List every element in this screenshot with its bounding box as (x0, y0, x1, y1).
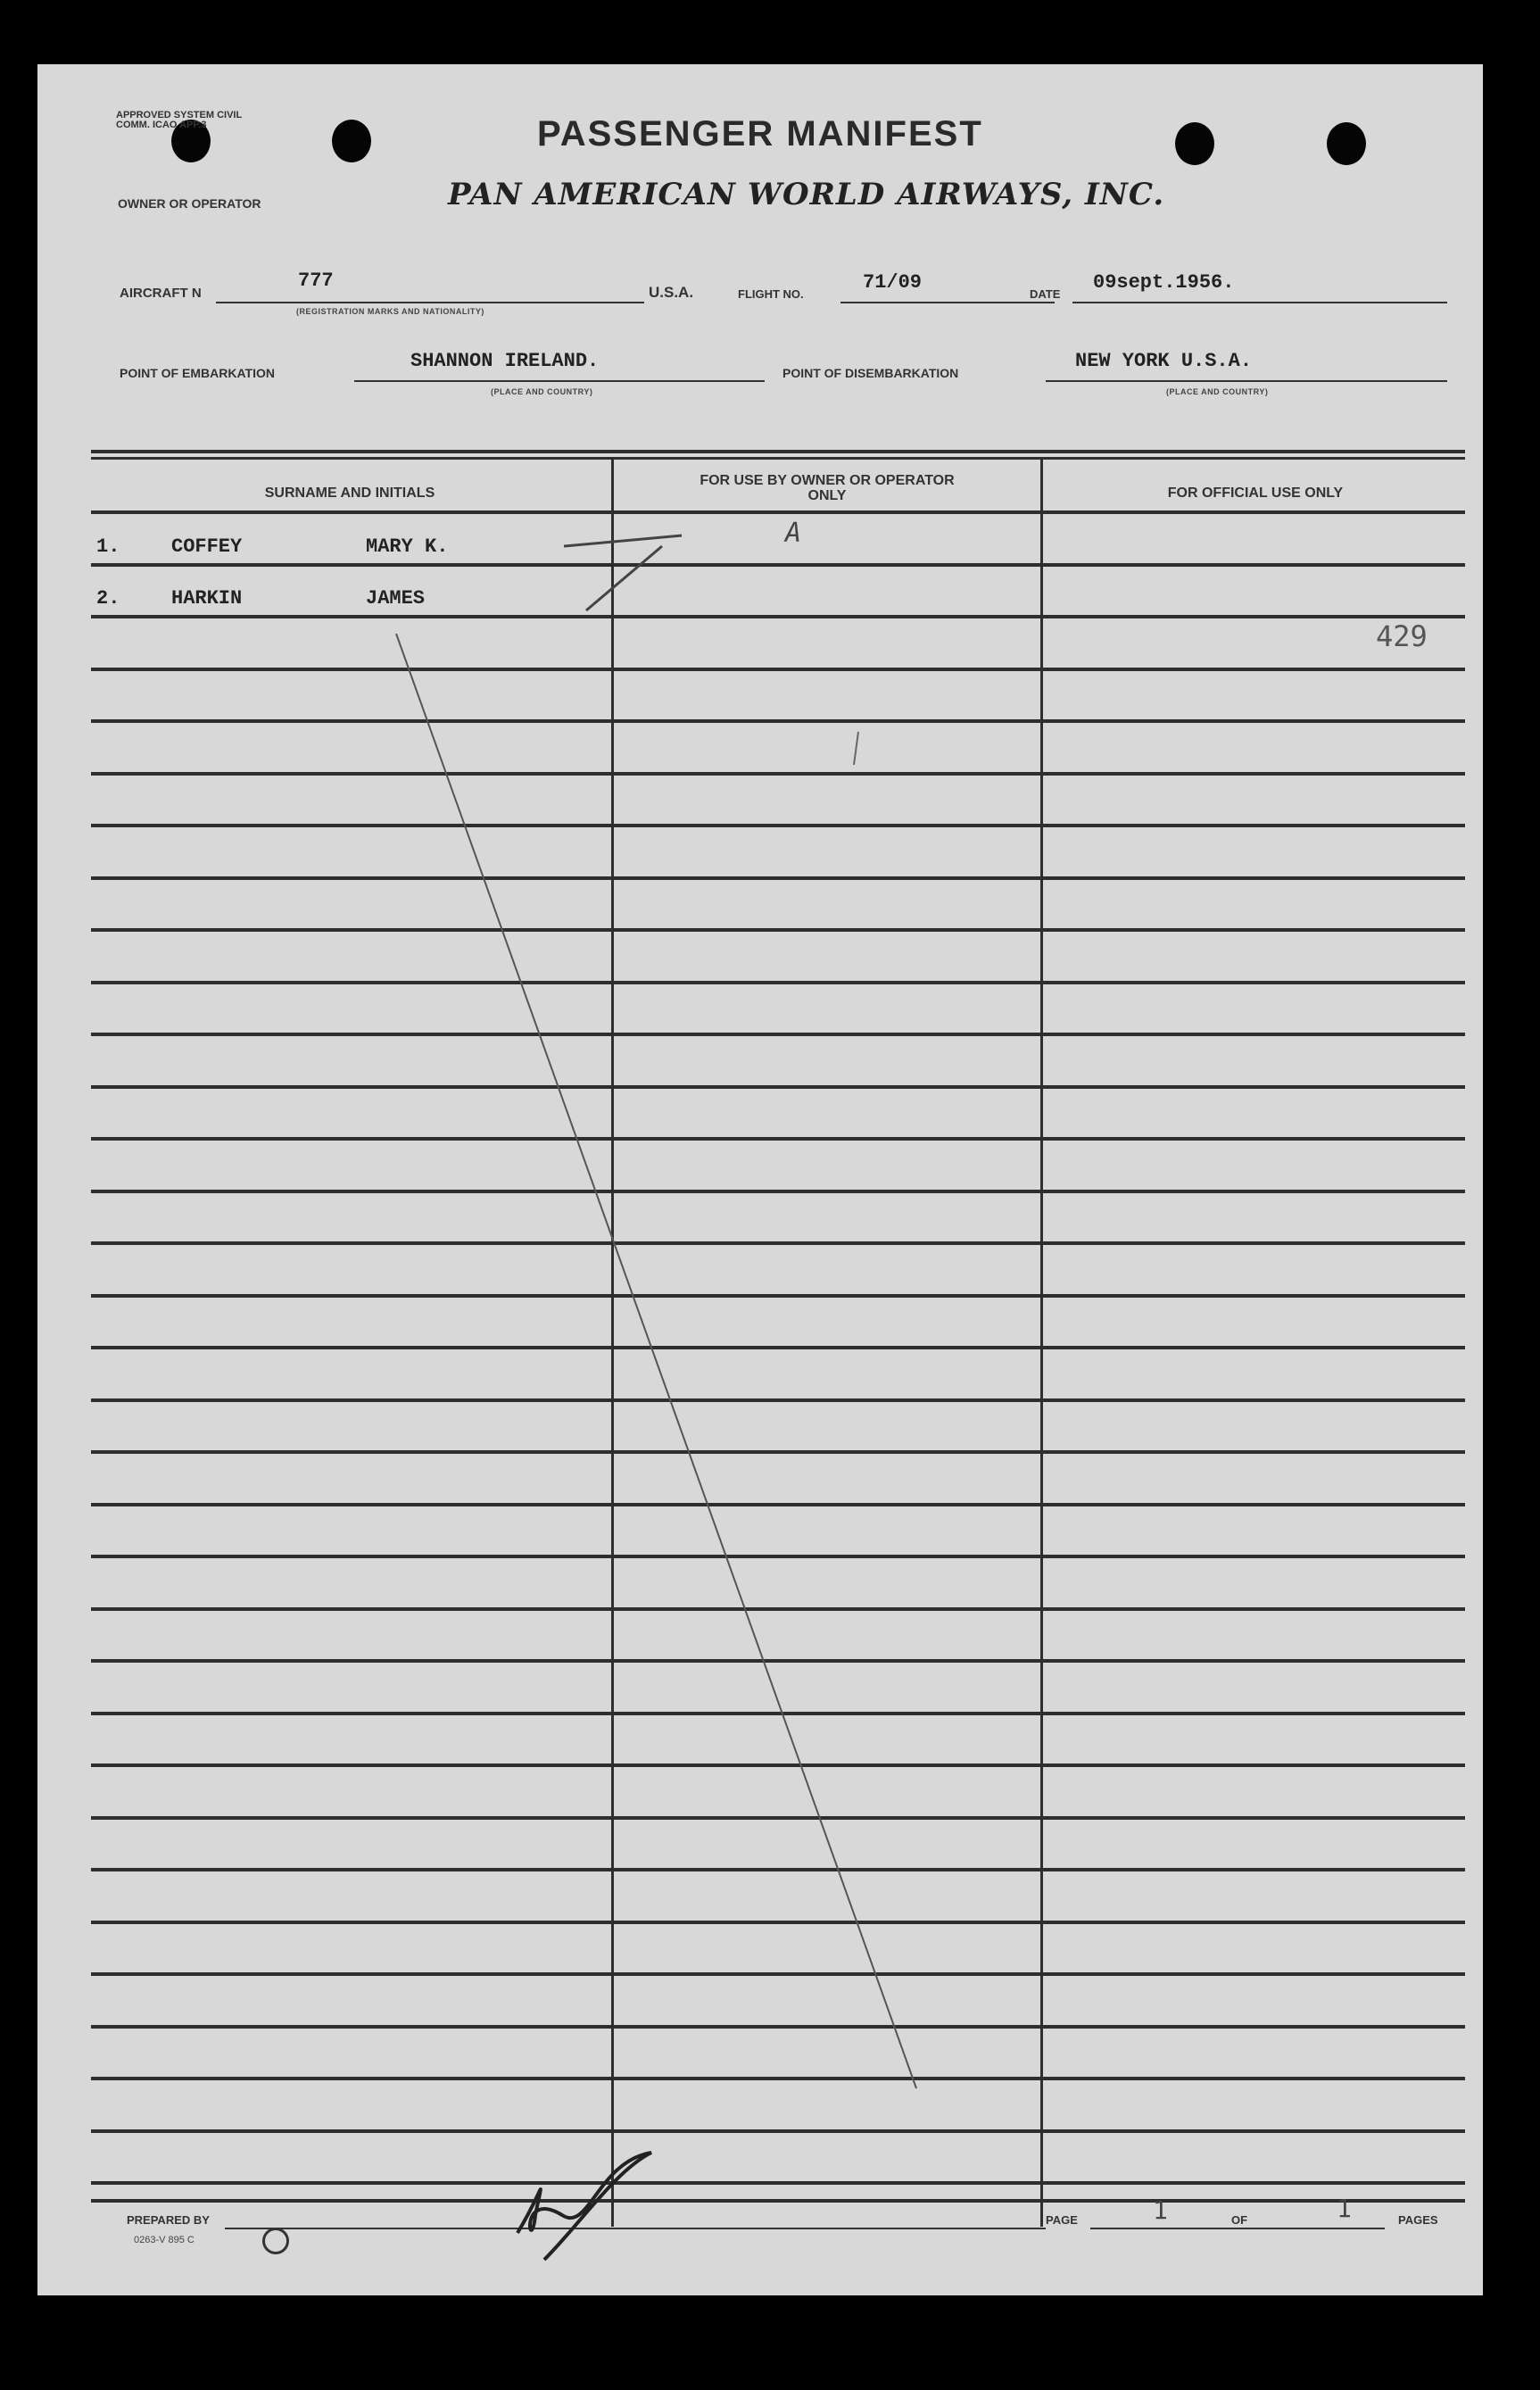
passenger-surname: COFFEY (171, 535, 243, 558)
embarkation-value: SHANNON IRELAND. (410, 350, 600, 372)
embarkation-sublabel: (PLACE AND COUNTRY) (491, 387, 593, 396)
prepared-by-label: PREPARED BY (127, 2213, 210, 2227)
disembarkation-value: NEW YORK U.S.A. (1075, 350, 1253, 372)
row-number: 2. (96, 587, 120, 610)
page-label: PAGE (1046, 2213, 1078, 2227)
embarkation-label: POINT OF EMBARKATION (120, 366, 275, 380)
of-label: OF (1231, 2213, 1248, 2227)
passenger-surname: HARKIN (171, 587, 243, 610)
header-official-use: FOR OFFICIAL USE ONLY (1167, 485, 1344, 501)
total-pages: 1 (1337, 2194, 1352, 2223)
aircraft-sublabel: (REGISTRATION MARKS AND NATIONALITY) (296, 307, 484, 316)
flight-label: FLIGHT NO. (738, 287, 804, 301)
form-code: 0263-V 895 C (134, 2235, 195, 2245)
flight-value: 71/09 (863, 271, 923, 294)
date-label: DATE (1030, 287, 1061, 301)
aircraft-label: AIRCRAFT N (120, 286, 202, 301)
disembarkation-label: POINT OF DISEMBARKATION (782, 366, 959, 380)
union-seal-icon (262, 2228, 289, 2254)
page-title: PASSENGER MANIFEST (537, 114, 983, 154)
passenger-given-name: JAMES (366, 587, 426, 610)
page-number: 1 (1153, 2195, 1168, 2225)
header-surname: SURNAME AND INITIALS (264, 485, 435, 501)
official-note-number: 429 (1376, 619, 1428, 653)
owner-handwritten-mark: A (785, 518, 802, 549)
approval-text: APPROVED SYSTEM CIVIL COMM. ICAO APP.3 (116, 110, 242, 130)
row-number: 1. (96, 535, 120, 558)
country-label: U.S.A. (649, 284, 694, 301)
aircraft-value: 777 (298, 270, 334, 292)
header-owner-use: FOR USE BY OWNER OR OPERATOR ONLY (700, 473, 955, 503)
manifest-sheet (37, 64, 1483, 2295)
passenger-given-name: MARY K. (366, 535, 449, 558)
handwritten-signature-icon (482, 2135, 687, 2269)
date-value: 09sept.1956. (1093, 271, 1235, 294)
airline-name: PAN AMERICAN WORLD AIRWAYS, INC. (448, 177, 1165, 212)
disembarkation-sublabel: (PLACE AND COUNTRY) (1166, 387, 1269, 396)
handwritten-strike-marks (37, 64, 1483, 2295)
owner-label: OWNER OR OPERATOR (118, 196, 261, 211)
pages-label: PAGES (1398, 2213, 1438, 2227)
